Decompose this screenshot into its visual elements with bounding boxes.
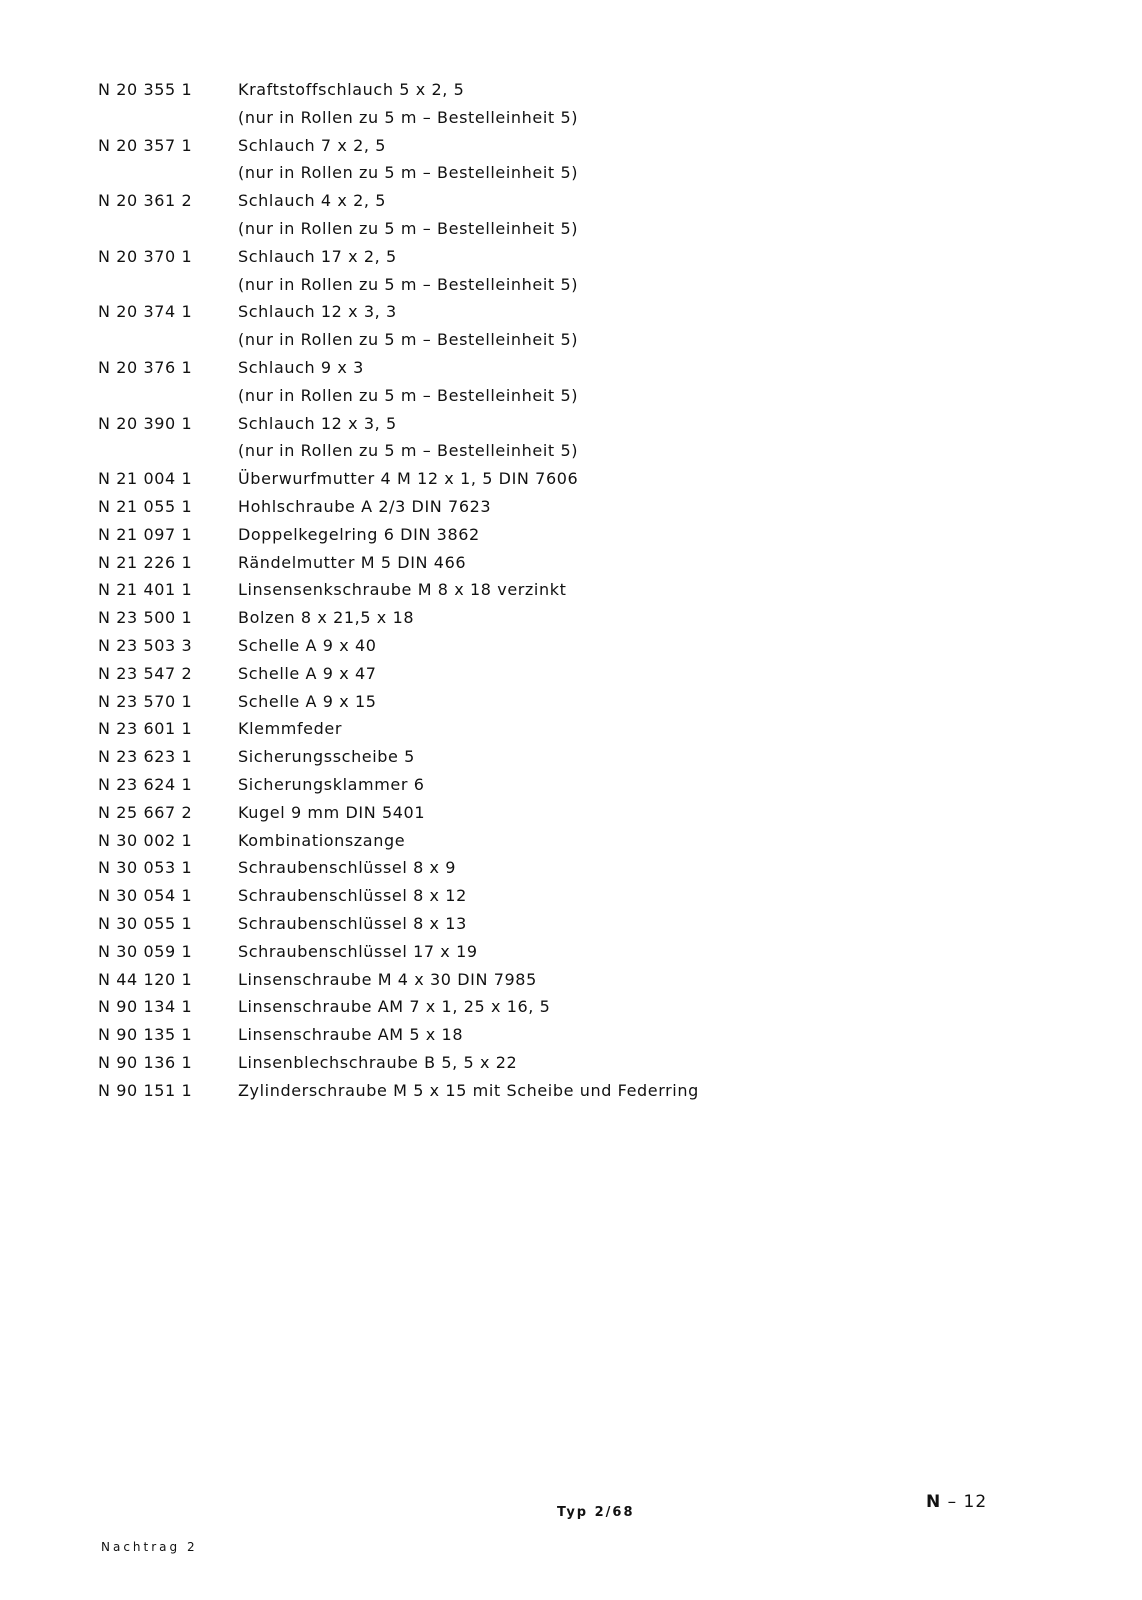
part-number: N 20 361 2 xyxy=(98,191,193,211)
page-number xyxy=(926,1492,987,1512)
part-number: N 44 120 1 xyxy=(98,969,193,989)
part-description: Schelle A 9 x 15 xyxy=(238,691,377,711)
part-description: Schraubenschlüssel 8 x 9 xyxy=(238,858,457,878)
part-description: Schlauch 17 x 2, 5 xyxy=(238,246,397,266)
part-number: N 20 390 1 xyxy=(98,413,193,433)
supplement-label: Nachtrag 2 xyxy=(101,1540,198,1554)
part-number: N 90 136 1 xyxy=(98,1052,193,1072)
part-number: N 23 623 1 xyxy=(98,747,193,767)
part-description: Schlauch 12 x 3, 3 xyxy=(238,302,397,322)
part-description: Linsenschraube AM 7 x 1, 25 x 16, 5 xyxy=(238,997,551,1017)
part-number: N 21 055 1 xyxy=(98,496,193,516)
part-row xyxy=(98,1053,738,1081)
part-description: Doppelkegelring 6 DIN 3862 xyxy=(238,524,480,544)
part-row xyxy=(98,441,738,469)
part-number: N 30 002 1 xyxy=(98,830,193,850)
page-suffix: – 12 xyxy=(947,1492,988,1512)
part-description: Sicherungsklammer 6 xyxy=(238,774,425,794)
part-number: N 90 151 1 xyxy=(98,1080,193,1100)
part-row xyxy=(98,608,738,636)
part-description: Schlauch 9 x 3 xyxy=(238,357,364,377)
part-number: N 30 053 1 xyxy=(98,858,193,878)
part-row xyxy=(98,497,738,525)
part-description: Bolzen 8 x 21,5 x 18 xyxy=(238,608,415,628)
part-row xyxy=(98,747,738,775)
part-number: N 90 135 1 xyxy=(98,1025,193,1045)
part-row xyxy=(98,692,738,720)
part-description: Zylinderschraube M 5 x 15 mit Scheibe und Federring xyxy=(238,1080,699,1100)
type-label: Typ 2/68 xyxy=(557,1505,635,1520)
part-description: Kraftstoffschlauch 5 x 2, 5 xyxy=(238,80,465,99)
part-row xyxy=(98,1025,738,1053)
part-description: Schraubenschlüssel 8 x 13 xyxy=(238,913,467,933)
part-description: (nur in Rollen zu 5 m – Bestelleinheit 5) xyxy=(238,218,579,238)
part-row xyxy=(98,414,738,442)
part-row xyxy=(98,386,738,414)
part-row xyxy=(98,191,738,219)
part-description: Rändelmutter M 5 DIN 466 xyxy=(238,552,467,572)
part-description: (nur in Rollen zu 5 m – Bestelleinheit 5) xyxy=(238,163,579,183)
part-number: N 20 357 1 xyxy=(98,135,193,155)
part-row xyxy=(98,525,738,553)
part-description: Schraubenschlüssel 17 x 19 xyxy=(238,941,478,961)
part-description: Schelle A 9 x 47 xyxy=(238,663,377,683)
part-number: N 21 097 1 xyxy=(98,524,193,544)
part-description: Überwurfmutter 4 M 12 x 1, 5 DIN 7606 xyxy=(238,469,579,489)
part-row xyxy=(98,1081,738,1109)
part-number: N 21 004 1 xyxy=(98,469,193,489)
part-row xyxy=(98,858,738,886)
part-row xyxy=(98,219,738,247)
part-description: Schraubenschlüssel 8 x 12 xyxy=(238,886,467,906)
page-letter: N xyxy=(926,1492,942,1512)
part-description: (nur in Rollen zu 5 m – Bestelleinheit 5) xyxy=(238,385,579,405)
part-description: Linsenblechschraube B 5, 5 x 22 xyxy=(238,1052,518,1072)
part-number: N 30 055 1 xyxy=(98,913,193,933)
part-description: Kugel 9 mm DIN 5401 xyxy=(238,802,426,822)
part-description: Schlauch 12 x 3, 5 xyxy=(238,413,397,433)
part-description: Kombinationszange xyxy=(238,830,406,850)
part-description: Linsenschraube M 4 x 30 DIN 7985 xyxy=(238,969,537,989)
part-number: N 20 370 1 xyxy=(98,246,193,266)
part-number: N 20 376 1 xyxy=(98,357,193,377)
part-description: (nur in Rollen zu 5 m – Bestelleinheit 5) xyxy=(238,274,579,294)
part-row xyxy=(98,553,738,581)
parts-list xyxy=(98,80,738,1108)
part-description: (nur in Rollen zu 5 m – Bestelleinheit 5) xyxy=(238,441,579,461)
part-description: (nur in Rollen zu 5 m – Bestelleinheit 5) xyxy=(238,107,579,127)
part-number: N 23 624 1 xyxy=(98,774,193,794)
part-description: Schlauch 4 x 2, 5 xyxy=(238,191,387,211)
part-description: Klemmfeder xyxy=(238,719,343,739)
part-description: Linsensenkschraube M 8 x 18 verzinkt xyxy=(238,580,567,600)
part-row xyxy=(98,636,738,664)
part-row xyxy=(98,80,738,108)
part-row xyxy=(98,358,738,386)
part-number: N 23 570 1 xyxy=(98,691,193,711)
part-row xyxy=(98,247,738,275)
part-row xyxy=(98,302,738,330)
part-row xyxy=(98,664,738,692)
part-row xyxy=(98,914,738,942)
part-row xyxy=(98,719,738,747)
part-row xyxy=(98,997,738,1025)
part-row xyxy=(98,803,738,831)
part-row xyxy=(98,970,738,998)
part-row xyxy=(98,330,738,358)
part-description: Schlauch 7 x 2, 5 xyxy=(238,135,387,155)
part-description: Sicherungsscheibe 5 xyxy=(238,747,415,767)
part-number: N 30 054 1 xyxy=(98,886,193,906)
part-row xyxy=(98,469,738,497)
part-row xyxy=(98,275,738,303)
part-description: (nur in Rollen zu 5 m – Bestelleinheit 5) xyxy=(238,330,579,350)
part-row xyxy=(98,136,738,164)
part-description: Linsenschraube AM 5 x 18 xyxy=(238,1025,464,1045)
part-number: N 23 500 1 xyxy=(98,608,193,628)
part-row xyxy=(98,580,738,608)
part-description: Schelle A 9 x 40 xyxy=(238,635,377,655)
part-row xyxy=(98,942,738,970)
part-number: N 20 355 1 xyxy=(98,80,193,99)
part-number: N 90 134 1 xyxy=(98,997,193,1017)
part-number: N 21 401 1 xyxy=(98,580,193,600)
part-description: Hohlschraube A 2/3 DIN 7623 xyxy=(238,496,492,516)
part-row xyxy=(98,163,738,191)
part-row xyxy=(98,886,738,914)
part-number: N 25 667 2 xyxy=(98,802,193,822)
part-number: N 30 059 1 xyxy=(98,941,193,961)
part-number: N 23 503 3 xyxy=(98,635,193,655)
part-number: N 20 374 1 xyxy=(98,302,193,322)
part-number: N 23 547 2 xyxy=(98,663,193,683)
part-row xyxy=(98,108,738,136)
part-number: N 21 226 1 xyxy=(98,552,193,572)
part-row xyxy=(98,775,738,803)
part-row xyxy=(98,831,738,859)
part-number: N 23 601 1 xyxy=(98,719,193,739)
